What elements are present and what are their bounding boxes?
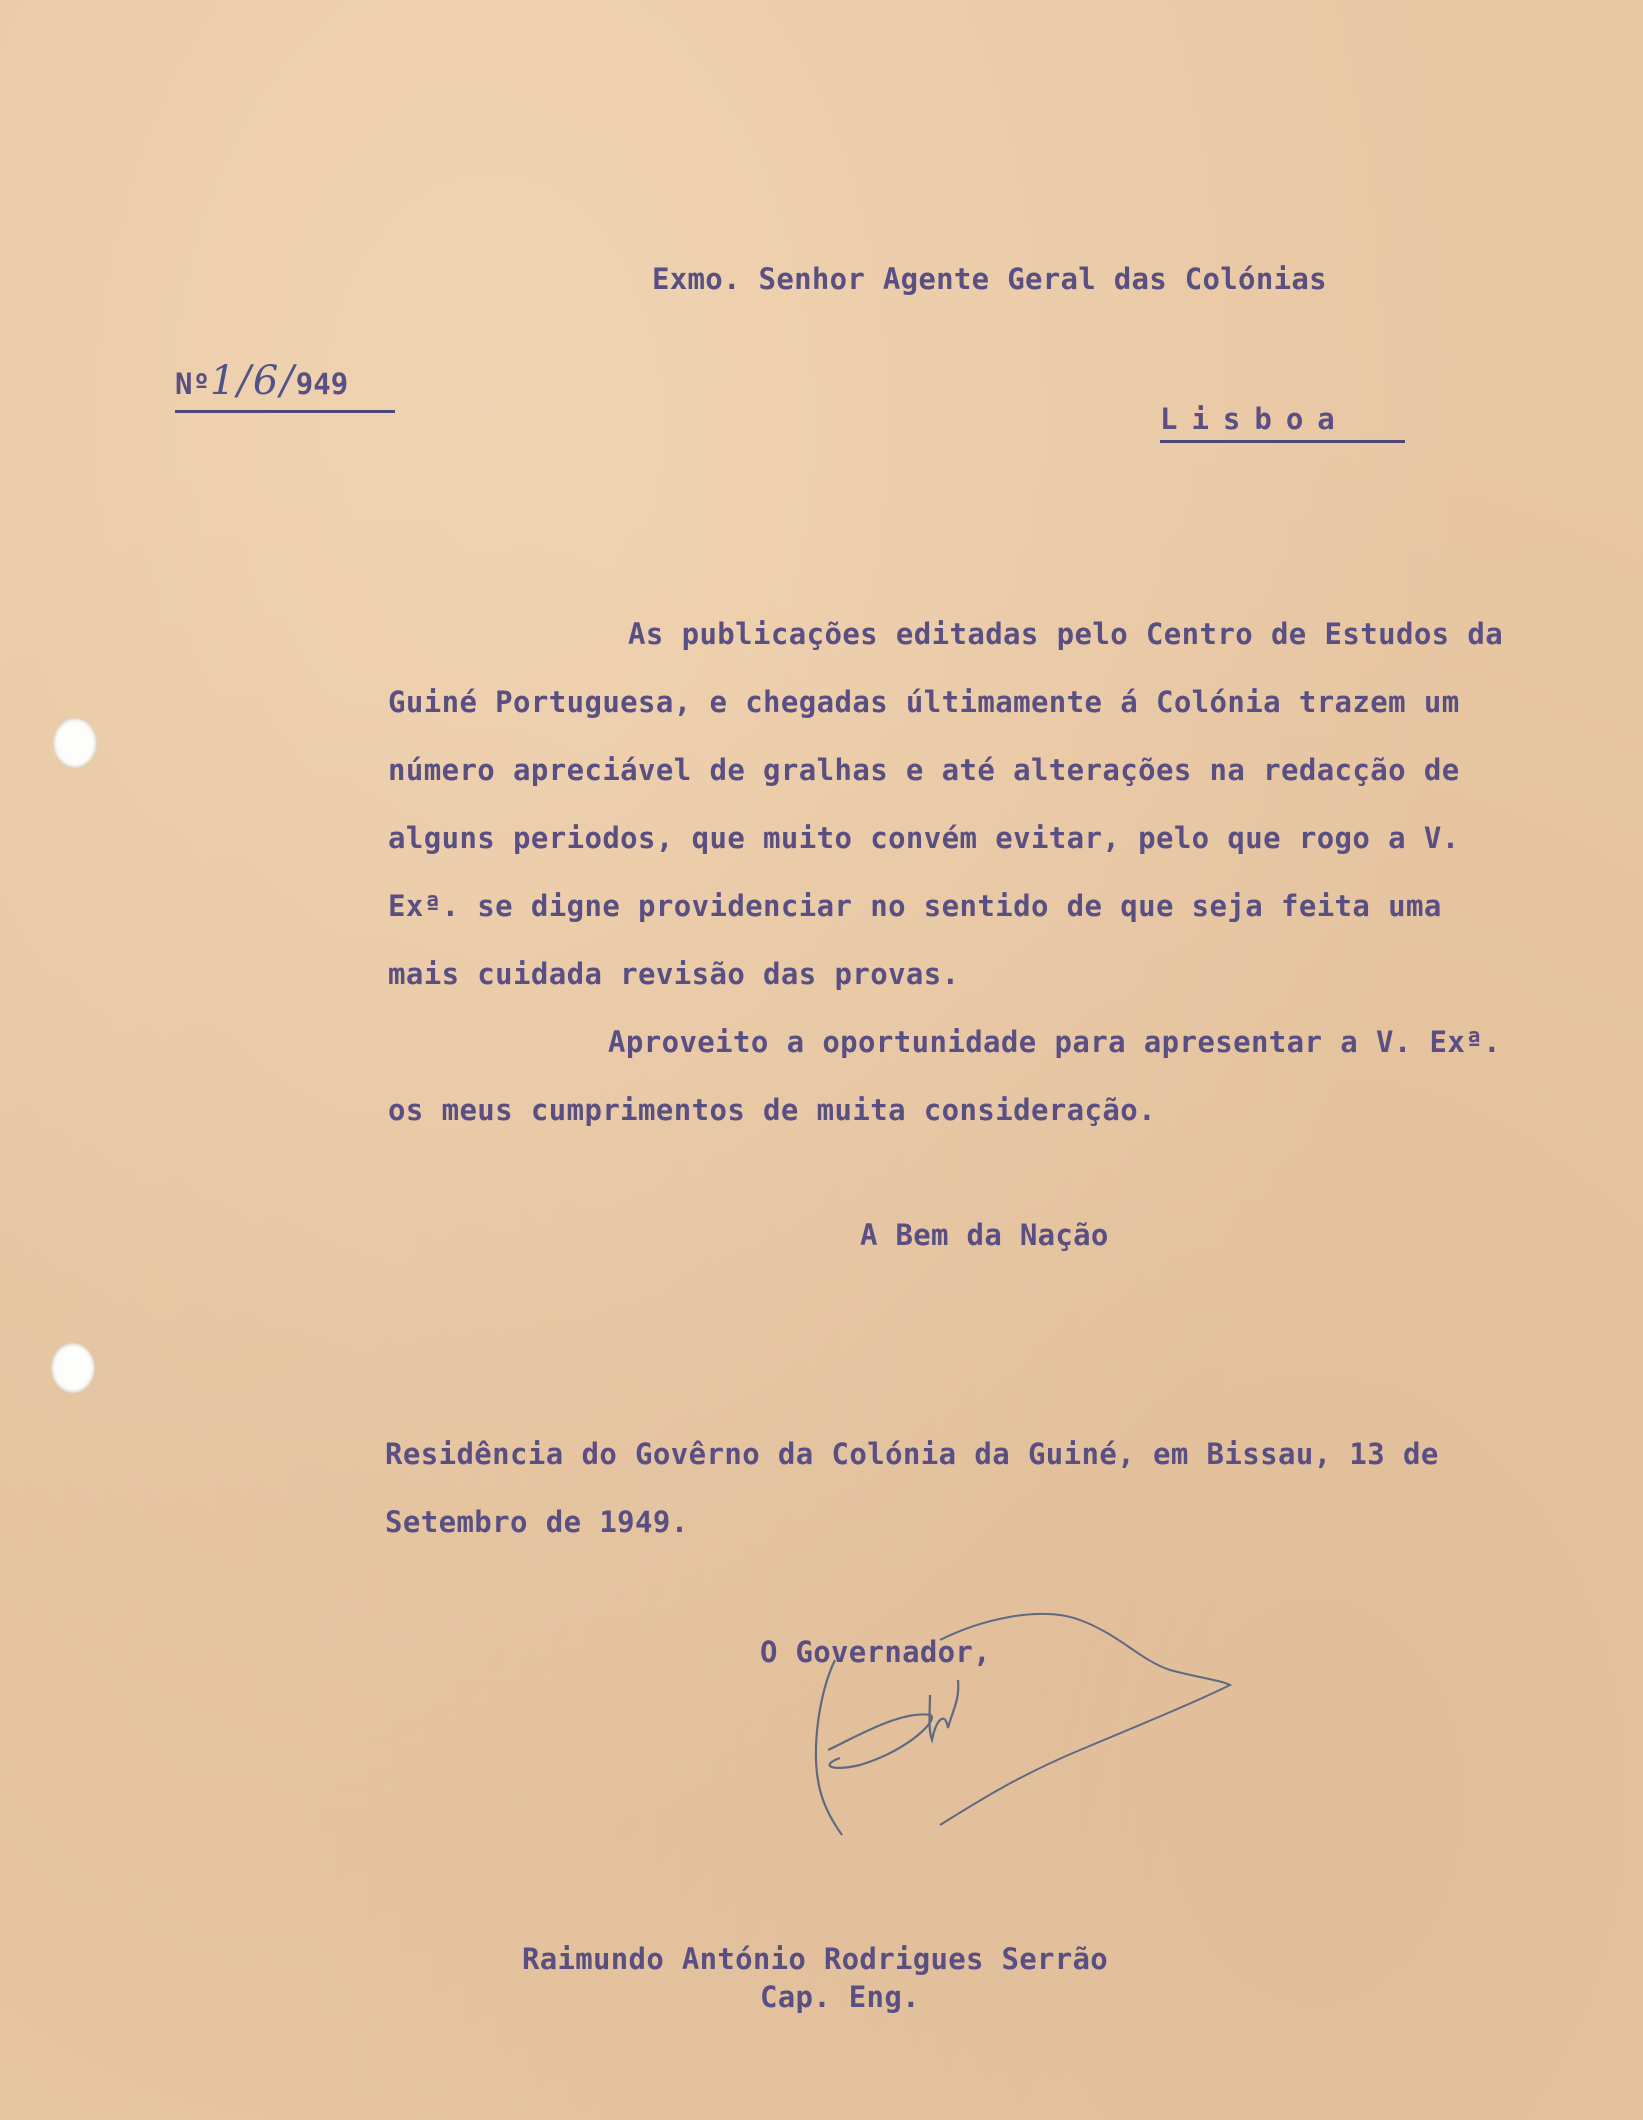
- body-line: os meus cumprimentos de muita consideração.: [388, 1093, 1156, 1127]
- reference-prefix: Nº: [175, 367, 210, 401]
- reference-handwritten: 1/6/: [209, 358, 296, 404]
- body-line: Exª. se digne providenciar no sentido de que seja feita uma: [388, 889, 1442, 923]
- body-line: Guiné Portuguesa, e chegadas últimamente á Colónia trazem um: [388, 685, 1460, 719]
- reference-year: 949: [295, 367, 349, 401]
- handwritten-signature: [780, 1600, 1280, 1850]
- place-date-line: Residência do Govêrno da Colónia da Guiné, em Bissau, 13 de: [385, 1437, 1439, 1471]
- body-line: As publicações editadas pelo Centro de Estudos da: [628, 617, 1504, 651]
- signer-rank: Cap. Eng.: [760, 1980, 920, 2014]
- body-line: mais cuidada revisão das provas.: [388, 957, 960, 991]
- closing-line: A Bem da Nação: [860, 1218, 1109, 1252]
- signer-name: Raimundo António Rodrigues Serrão: [522, 1942, 1109, 1976]
- place-date: [385, 1420, 1439, 1556]
- place-date-line: Setembro de 1949.: [385, 1505, 689, 1539]
- city-line: Lisboa: [1160, 402, 1405, 443]
- reference-number: [175, 358, 395, 413]
- body-line: alguns periodos, que muito convém evitar, pelo que rogo a V.: [388, 821, 1460, 855]
- letter-body: [388, 600, 1628, 1144]
- signature-title: O Governador,: [760, 1635, 991, 1669]
- body-line: Aproveito a oportunidade para apresentar a V. Exª.: [608, 1025, 1501, 1059]
- punch-hole: [53, 718, 97, 768]
- body-line: número apreciável de gralhas e até alterações na redacção de: [388, 753, 1460, 787]
- addressee-line: Exmo. Senhor Agente Geral das Colónias: [652, 262, 1327, 296]
- punch-hole: [51, 1343, 95, 1393]
